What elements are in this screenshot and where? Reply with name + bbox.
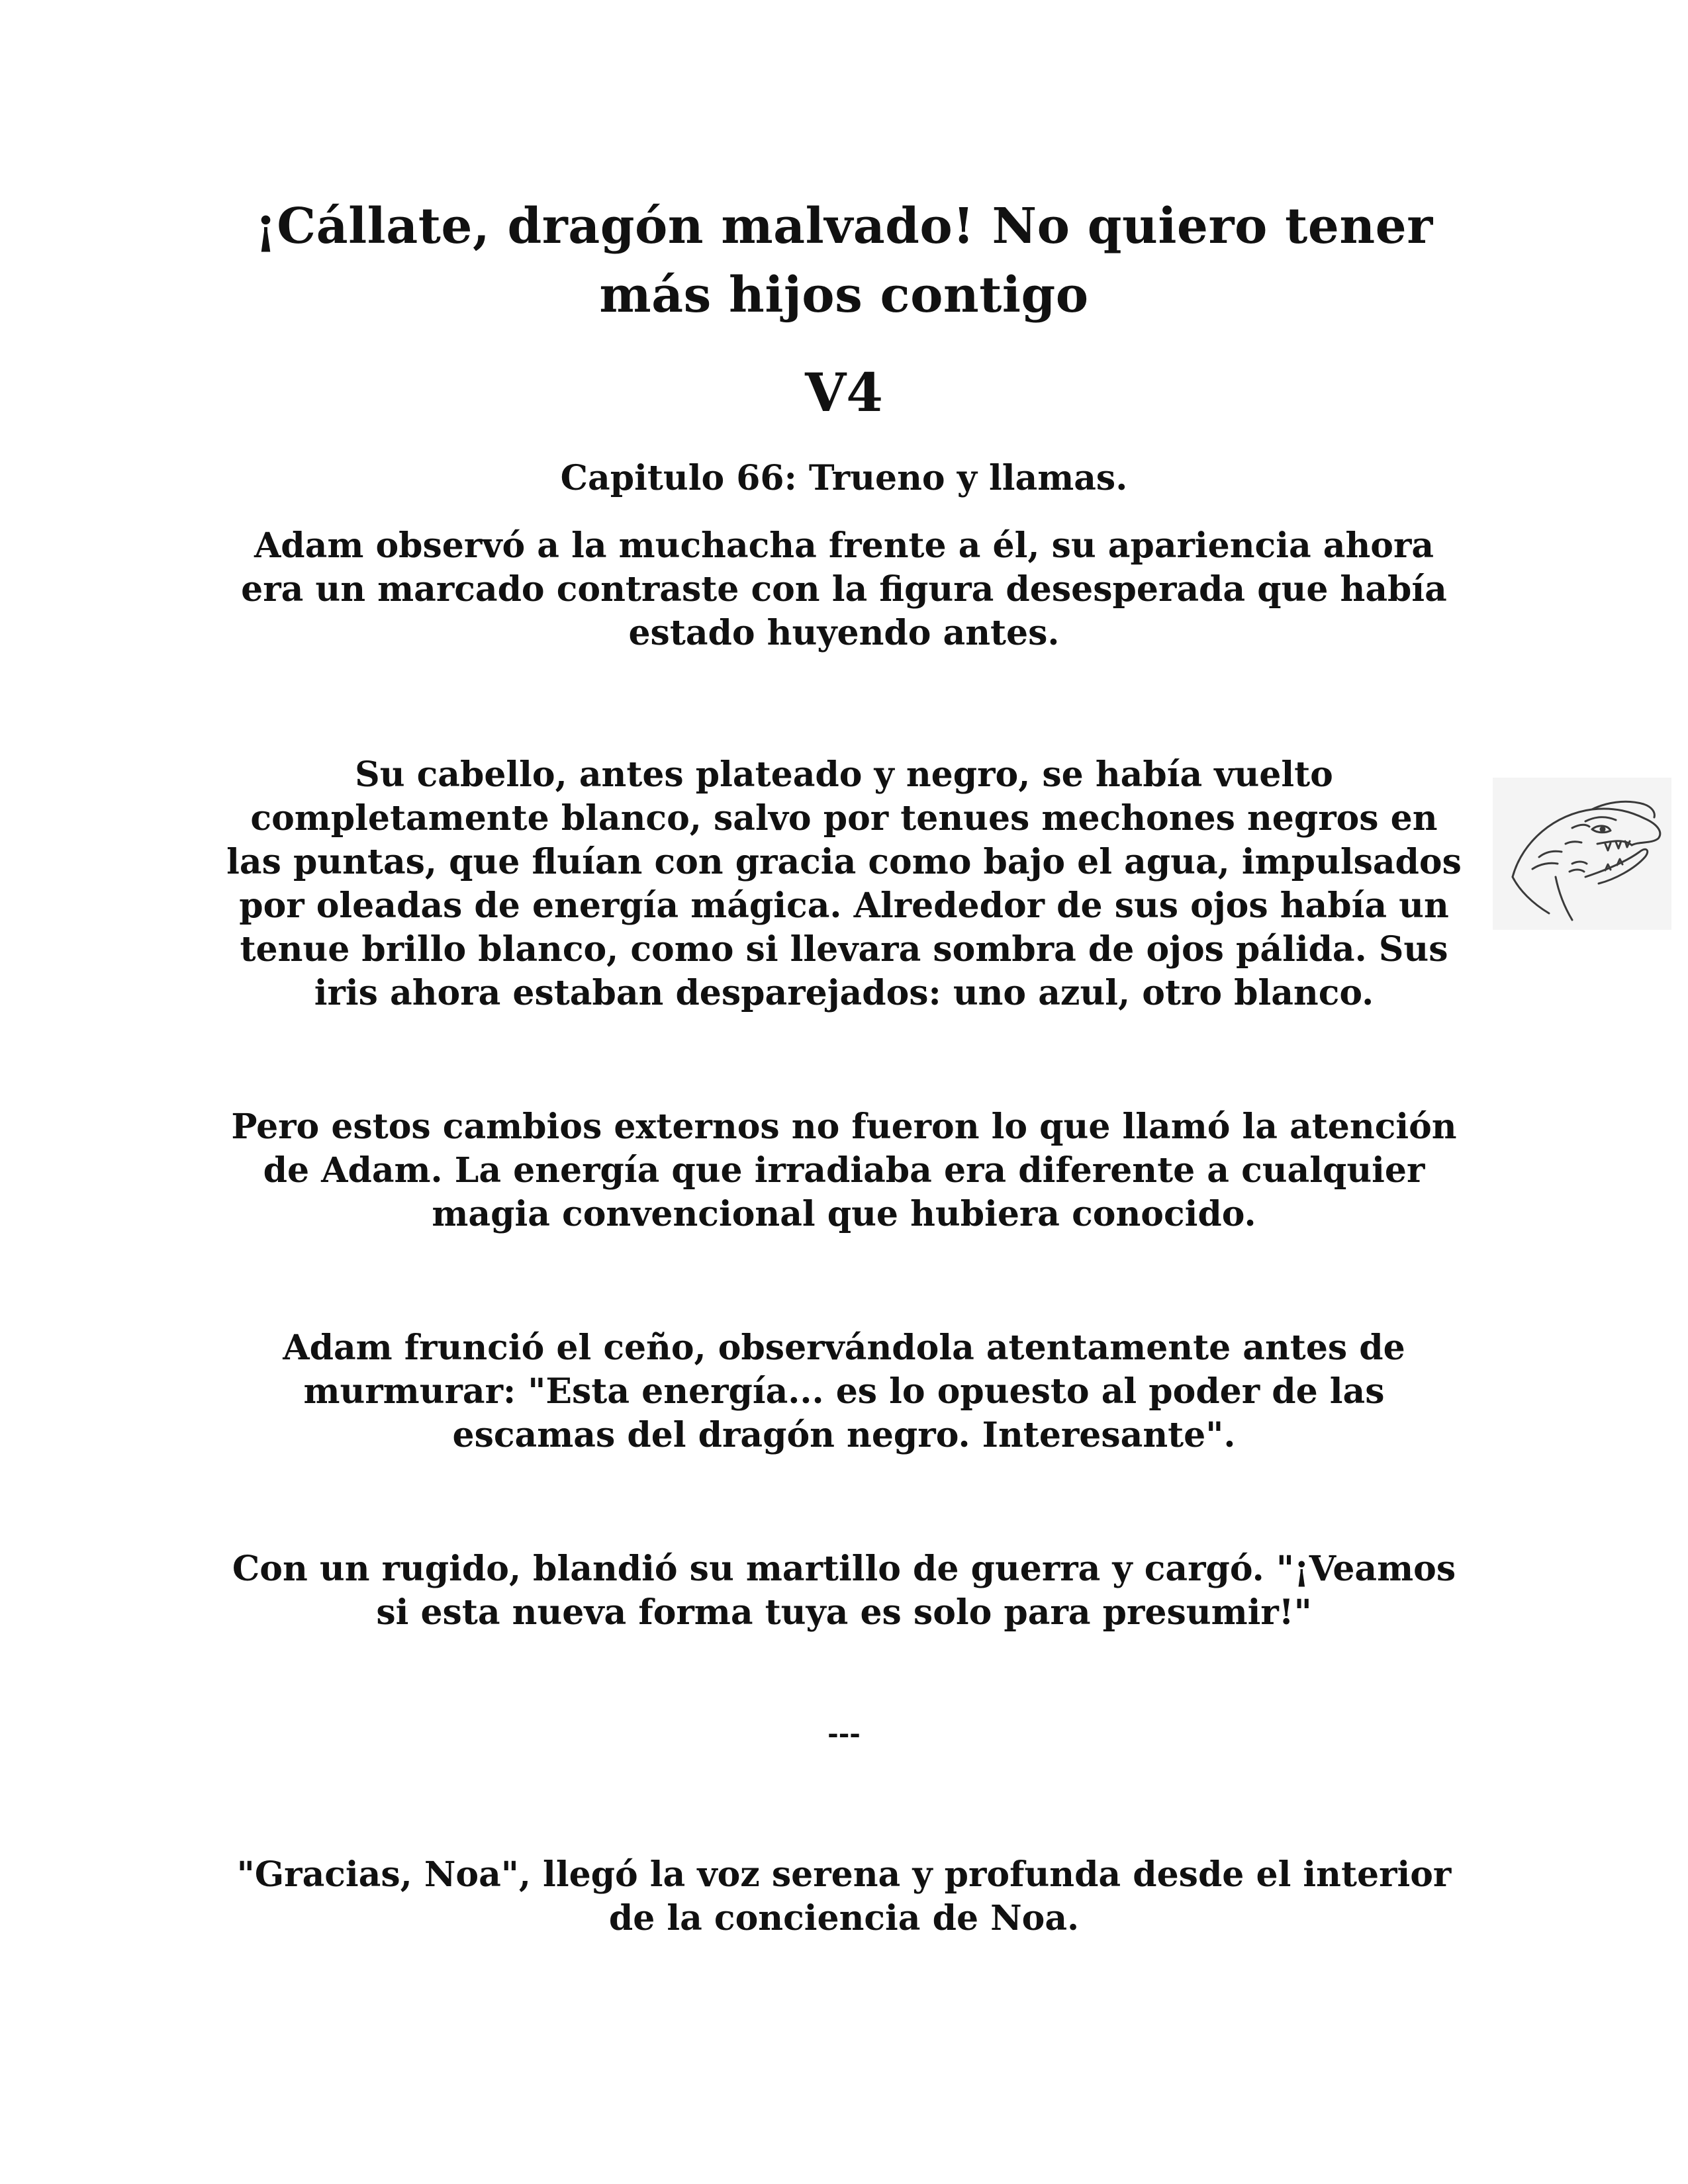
paragraph-1: Adam observó a la muchacha frente a él, su apariencia ahora era un marcado contraste con la figura desesperada que había estado huyendo antes. (241, 525, 1447, 653)
title-line-2: más hijos contigo (599, 267, 1089, 324)
paragraph-2: Su cabello, antes plateado y negro, se había vuelto completamente blanco, salvo por tenues mechones negros en las puntas, que fluían con gracia como bajo el agua, impulsados por oleadas de energía mágica. Alrededor de sus ojos había un tenue brillo blanco, como si llevara sombra de ojos pálida. Sus iris ahora estaban desparejados: uno azul, otro blanco. (226, 754, 1462, 1013)
document-title (225, 192, 1463, 330)
closing-paragraph: "Gracias, Noa", llegó la voz serena y profunda desde el interior de la conciencia de Noa. (236, 1854, 1452, 1938)
paragraph-4: Adam frunció el ceño, observándola atentamente antes de murmurar: "Esta energía... es lo opuesto al poder de las escamas del dragón negro. Interesante". (283, 1328, 1405, 1455)
dragon-head-sketch-icon (1493, 778, 1671, 930)
text-column (225, 192, 1463, 1940)
paragraph-5: Con un rugido, blandió su martillo de guerra y cargó. "¡Veamos si esta nueva forma tuya es solo para presumir!" (232, 1549, 1456, 1633)
paragraph-3: Pero estos cambios externos no fueron lo que llamó la atención de Adam. La energía que irradiaba era diferente a cualquier magia convencional que hubiera conocido. (231, 1107, 1457, 1234)
section-separator: --- (827, 1718, 861, 1749)
volume-label: V4 (805, 361, 883, 424)
chapter-heading: Capitulo 66: Trueno y llamas. (560, 458, 1128, 498)
title-line-1: ¡Cállate, dragón malvado! No quiero tener (255, 198, 1433, 255)
